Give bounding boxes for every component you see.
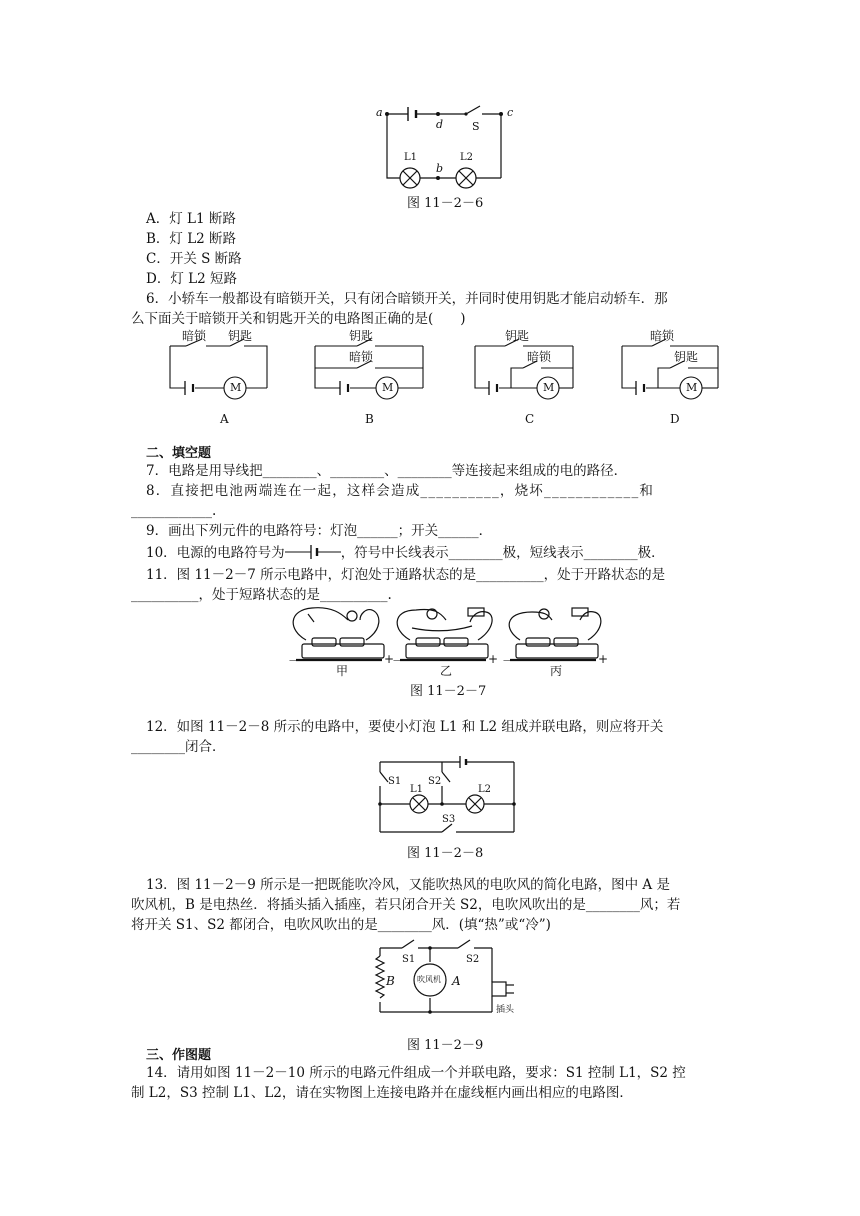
- fig7-minus-bing: －: [502, 654, 515, 668]
- fig9-label-fan: 吹风机: [417, 975, 441, 984]
- q5-option-a: A．灯 L1 断路: [146, 211, 236, 227]
- figure-caption-11-2-7: 图 11－2－7: [410, 684, 487, 699]
- fig7-plus-yi: +: [488, 652, 499, 666]
- q6a-motor: M: [230, 381, 242, 394]
- q8-text-line2: ____________.: [131, 503, 217, 519]
- label-switch-s: S: [472, 120, 480, 133]
- section-heading-drawing: 三、作图题: [146, 1048, 212, 1063]
- q5-option-c: C．开关 S 断路: [146, 251, 242, 267]
- q11-text-line1: 11．图 11－2－7 所示电路中，灯泡处于通路状态的是__________，处于开路状态的是: [146, 567, 666, 583]
- q6a-letter: A: [220, 412, 229, 426]
- q11-text-line2: __________，处于短路状态的是__________.: [131, 587, 392, 603]
- node-a: [385, 112, 389, 116]
- q10-text: [146, 544, 665, 562]
- q6c-motor: M: [543, 381, 555, 394]
- q6-text-line1: 6．小轿车一般都设有暗锁开关，只有闭合暗锁开关，并同时使用钥匙才能启动轿车．那: [146, 291, 668, 307]
- q10-text-before: 10．电源的电路符号为: [146, 545, 285, 561]
- q6-option-b-circuit: [305, 326, 435, 426]
- fig7-minus-yi: －: [392, 654, 405, 668]
- figure-11-2-8: [370, 752, 530, 838]
- figure-11-2-9: [372, 938, 532, 1030]
- node-b: [436, 176, 440, 180]
- label-d: d: [436, 118, 444, 131]
- q6-option-c-circuit: [465, 326, 595, 426]
- q6-option-d-circuit: [612, 326, 742, 426]
- q6b-letter: B: [365, 412, 374, 426]
- label-l2: L2: [460, 152, 474, 163]
- q6d-label-key: 钥匙: [674, 350, 699, 364]
- fig9-label-s1: S1: [402, 954, 416, 965]
- label-c: c: [507, 106, 514, 119]
- figure-11-2-7: [282, 600, 609, 680]
- q13-text-line2: 吹风机，B 是电热丝．将插头插入插座，若只闭合开关 S2，电吹风吹出的是________风；若: [131, 897, 681, 913]
- battery-symbol-icon: [285, 544, 341, 560]
- q6d-letter: D: [670, 412, 680, 426]
- figure-caption-11-2-9: 图 11－2－9: [407, 1038, 484, 1053]
- q6b-label-anlock: 暗锁: [349, 350, 374, 364]
- fig8-label-l1: L1: [410, 784, 424, 795]
- fig8-label-s3: S3: [442, 814, 456, 825]
- q6d-label-anlock: 暗锁: [650, 329, 675, 343]
- fig9-label-a: A: [452, 974, 461, 988]
- q14-text-line2: 制 L2，S3 控制 L1、L2，请在实物图上连接电路并在虚线框内画出相应的电路图．: [131, 1085, 633, 1101]
- fig7-plus-bing: +: [598, 652, 609, 666]
- node-c: [499, 112, 503, 116]
- q7-text: 7．电路是用导线把________、________、________等连接起来组成的电的路径．: [146, 463, 628, 479]
- fig7-minus-jia: －: [288, 654, 301, 668]
- fig9-label-s2: S2: [466, 954, 480, 965]
- fig8-label-s1: S1: [388, 776, 402, 787]
- fig7-plus-jia: +: [384, 652, 395, 666]
- q6-text-line2: 么下面关于暗锁开关和钥匙开关的电路图正确的是( ): [131, 311, 466, 327]
- section-heading-fill-in: 二、填空题: [146, 446, 212, 461]
- fig7-label-yi: 乙: [440, 664, 453, 678]
- fig7-label-jia: 甲: [336, 664, 349, 678]
- q6a-label-key: 钥匙: [228, 329, 253, 343]
- q10-text-after: ，符号中长线表示________极，短线表示________极．: [340, 545, 665, 561]
- fig7-label-bing: 丙: [550, 664, 563, 678]
- label-b: b: [436, 162, 444, 175]
- q13-text-line1: 13．图 11－2－9 所示是一把既能吹冷风，又能吹热风的电吹风的简化电路，图中 A 是: [146, 877, 670, 893]
- label-l1: L1: [404, 152, 418, 163]
- q6-option-a-circuit: [160, 326, 280, 426]
- q12-text-line2: ________闭合．: [131, 739, 226, 755]
- q6a-label-anlock: 暗锁: [182, 329, 207, 343]
- node-d: [436, 112, 440, 116]
- q12-text-line1: 12．如图 11－2－8 所示的电路中，要使小灯泡 L1 和 L2 组成并联电路，则应将开关: [146, 719, 664, 735]
- q6c-label-anlock: 暗锁: [527, 350, 552, 364]
- q8-text-line1: 8．直接把电池两端连在一起，这样会造成__________，烧坏____________和: [146, 483, 655, 499]
- q5-option-b: B．灯 L2 断路: [146, 231, 237, 247]
- label-a: a: [376, 106, 383, 119]
- fig8-label-s2: S2: [428, 776, 442, 787]
- figure-caption-11-2-6: 图 11－2－6: [407, 196, 484, 211]
- q13-text-line3: 将开关 S1、S2 都闭合，电吹风吹出的是________风．(填“热”或“冷”): [131, 917, 551, 933]
- q9-text: 9．画出下列元件的电路符号：灯泡______；开关______．: [146, 523, 493, 539]
- q14-text-line1: 14．请用如图 11－2－10 所示的电路元件组成一个并联电路，要求：S1 控制 L1，S2 控: [146, 1065, 686, 1081]
- fig9-label-b: B: [386, 974, 395, 988]
- figure-caption-11-2-8: 图 11－2－8: [407, 846, 484, 861]
- q6c-letter: C: [525, 412, 535, 426]
- q5-option-d: D．灯 L2 短路: [146, 271, 237, 287]
- q6c-label-key: 钥匙: [505, 329, 530, 343]
- fig9-label-plug: 插头: [496, 1005, 515, 1015]
- q6b-label-key: 钥匙: [349, 329, 374, 343]
- fig8-label-l2: L2: [478, 784, 492, 795]
- q6b-motor: M: [382, 381, 394, 394]
- q6d-motor: M: [686, 381, 698, 394]
